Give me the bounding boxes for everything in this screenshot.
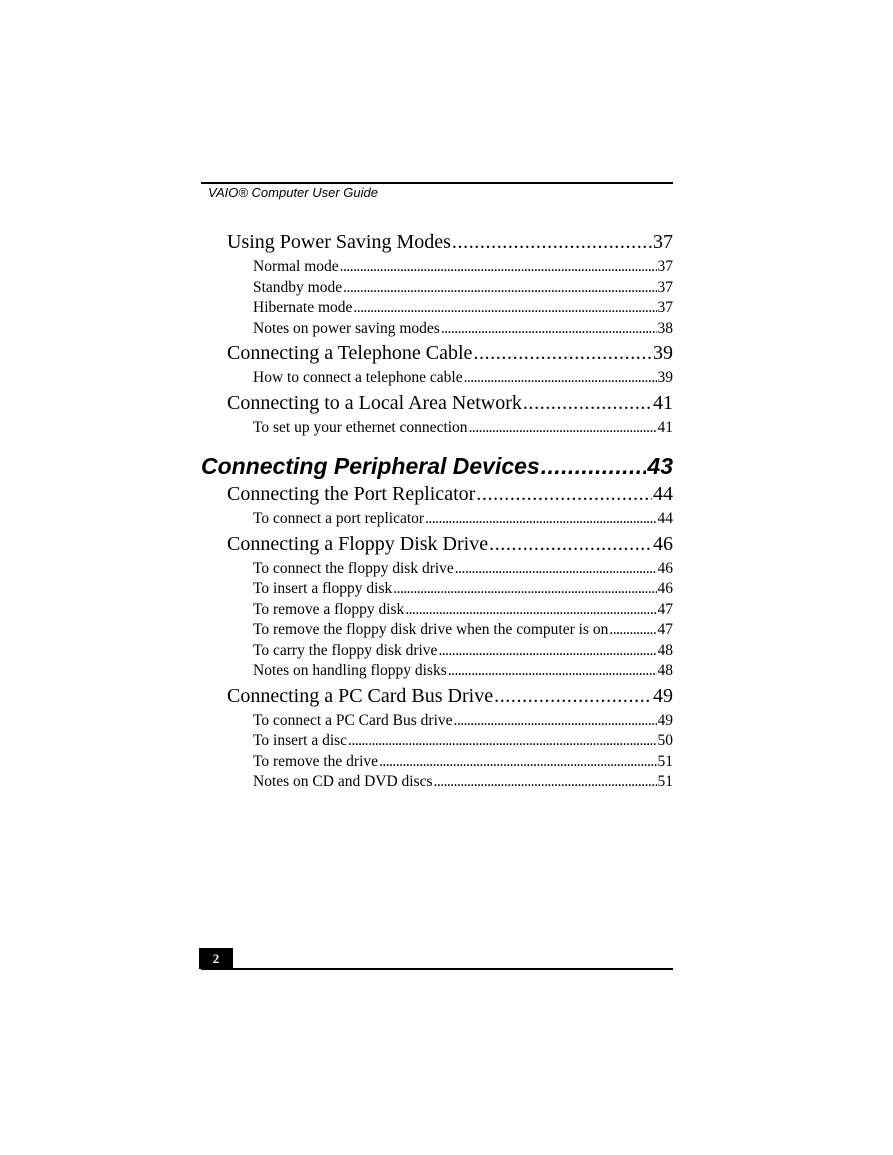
toc-entry-page: 48 — [657, 641, 673, 659]
toc-entry-title: Normal mode — [253, 258, 339, 275]
toc-entry-title: Hibernate mode — [253, 299, 353, 316]
toc-entry-title: Connecting a Telephone Cable — [227, 342, 473, 364]
toc-entry-section[interactable] — [201, 389, 673, 418]
toc-entry-title: To remove a floppy disk — [253, 600, 405, 618]
toc-entry-title: To remove the floppy disk drive when the computer is on — [253, 621, 609, 638]
dot-leader — [348, 731, 656, 752]
toc-entry-title: To insert a floppy disk — [253, 580, 393, 597]
dot-leader — [494, 682, 652, 711]
toc-entry-title: To set up your ethernet connection — [253, 418, 468, 436]
toc-entry-subsection[interactable] — [201, 600, 673, 621]
toc-entry-title: Notes on CD and DVD discs — [253, 773, 433, 790]
dot-leader — [476, 480, 652, 509]
toc-entry-title: To insert a disc — [253, 732, 348, 749]
toc-entry-page: 37 — [657, 258, 673, 275]
toc-entry-page: 46 — [657, 559, 673, 577]
dot-leader — [448, 661, 657, 682]
footer-rule — [201, 968, 673, 970]
toc-entry-page: 49 — [657, 711, 673, 729]
dot-leader — [353, 298, 656, 319]
dot-leader — [541, 452, 647, 480]
dot-leader — [405, 600, 656, 621]
toc-entry-section[interactable] — [201, 530, 673, 559]
toc-entry-section[interactable] — [201, 682, 673, 711]
toc-entry-title: To connect a PC Card Bus drive — [253, 711, 453, 729]
toc-entry-subsection[interactable] — [201, 559, 673, 580]
toc-entry-subsection[interactable] — [201, 711, 673, 732]
toc-entry-title: To connect the floppy disk drive — [253, 559, 454, 577]
toc-entry-subsection[interactable] — [201, 257, 673, 278]
toc-chapter-title: Connecting Peripheral Devices — [201, 453, 540, 479]
toc-entry-subsection[interactable] — [201, 731, 673, 752]
toc-entry-page: 37 — [657, 299, 673, 316]
toc-entry-subsection[interactable] — [201, 298, 673, 319]
toc-entry-title: Connecting the Port Replicator — [227, 483, 476, 505]
dot-leader — [441, 319, 657, 340]
toc-entry-section[interactable] — [201, 228, 673, 257]
toc-entry-section[interactable] — [201, 480, 673, 509]
toc-entry-chapter[interactable] — [201, 452, 673, 480]
toc-entry-page: 51 — [657, 773, 673, 790]
toc-entry-title: Notes on handling floppy disks — [253, 662, 447, 679]
dot-leader — [425, 509, 656, 530]
dot-leader — [343, 278, 656, 299]
toc-entry-title: To connect a port replicator — [253, 510, 425, 527]
table-of-contents — [201, 228, 673, 793]
toc-entry-title: To carry the floppy disk drive — [253, 641, 438, 659]
toc-entry-page: 39 — [653, 342, 673, 364]
toc-entry-title: To remove the drive — [253, 752, 379, 770]
dot-leader — [455, 559, 657, 580]
toc-entry-subsection[interactable] — [201, 772, 673, 793]
toc-entry-page: 47 — [657, 600, 673, 618]
toc-entry-page: 38 — [657, 319, 673, 337]
toc-entry-subsection[interactable] — [201, 319, 673, 340]
dot-leader — [464, 368, 657, 389]
dot-leader — [489, 530, 652, 559]
toc-entry-subsection[interactable] — [201, 752, 673, 773]
toc-entry-subsection[interactable] — [201, 579, 673, 600]
dot-leader — [438, 641, 656, 662]
toc-entry-title: How to connect a telephone cable — [253, 369, 463, 386]
dot-leader — [434, 772, 657, 793]
toc-entry-page: 50 — [657, 732, 673, 749]
toc-entry-title: Connecting a PC Card Bus Drive — [227, 684, 494, 707]
dot-leader — [393, 579, 656, 600]
header-rule — [201, 182, 673, 184]
dot-leader — [452, 228, 652, 257]
dot-leader — [609, 620, 656, 641]
toc-entry-subsection[interactable] — [201, 509, 673, 530]
running-header-title: VAIO® Computer User Guide — [208, 185, 378, 200]
toc-entry-title: Standby mode — [253, 278, 343, 296]
dot-leader — [469, 418, 657, 439]
toc-entry-page: 46 — [653, 532, 673, 555]
dot-leader — [473, 339, 652, 368]
toc-entry-title: Connecting to a Local Area Network — [227, 391, 522, 414]
toc-entry-page: 46 — [657, 580, 673, 597]
toc-entry-page: 41 — [657, 418, 673, 436]
toc-chapter-page: 43 — [647, 453, 673, 479]
page-number: 2 — [199, 948, 233, 969]
dot-leader — [454, 711, 657, 732]
toc-entry-page: 49 — [653, 684, 673, 707]
toc-entry-subsection[interactable] — [201, 368, 673, 389]
toc-entry-subsection[interactable] — [201, 418, 673, 439]
toc-entry-page: 48 — [657, 662, 673, 679]
toc-entry-page: 44 — [653, 483, 673, 505]
toc-entry-page: 37 — [657, 278, 673, 296]
toc-entry-page: 41 — [653, 391, 673, 414]
toc-entry-subsection[interactable] — [201, 661, 673, 682]
toc-entry-page: 51 — [657, 752, 673, 770]
dot-leader — [379, 752, 656, 773]
dot-leader — [340, 257, 657, 278]
dot-leader — [523, 389, 652, 418]
toc-entry-subsection[interactable] — [201, 620, 673, 641]
toc-entry-title: Using Power Saving Modes — [227, 231, 451, 253]
toc-entry-page: 37 — [653, 231, 673, 253]
toc-entry-title: Notes on power saving modes — [253, 319, 440, 337]
toc-entry-page: 47 — [657, 621, 673, 638]
toc-entry-page: 44 — [657, 510, 673, 527]
toc-entry-subsection[interactable] — [201, 278, 673, 299]
toc-entry-page: 39 — [657, 369, 673, 386]
toc-entry-section[interactable] — [201, 339, 673, 368]
toc-entry-title: Connecting a Floppy Disk Drive — [227, 532, 489, 555]
toc-entry-subsection[interactable] — [201, 641, 673, 662]
